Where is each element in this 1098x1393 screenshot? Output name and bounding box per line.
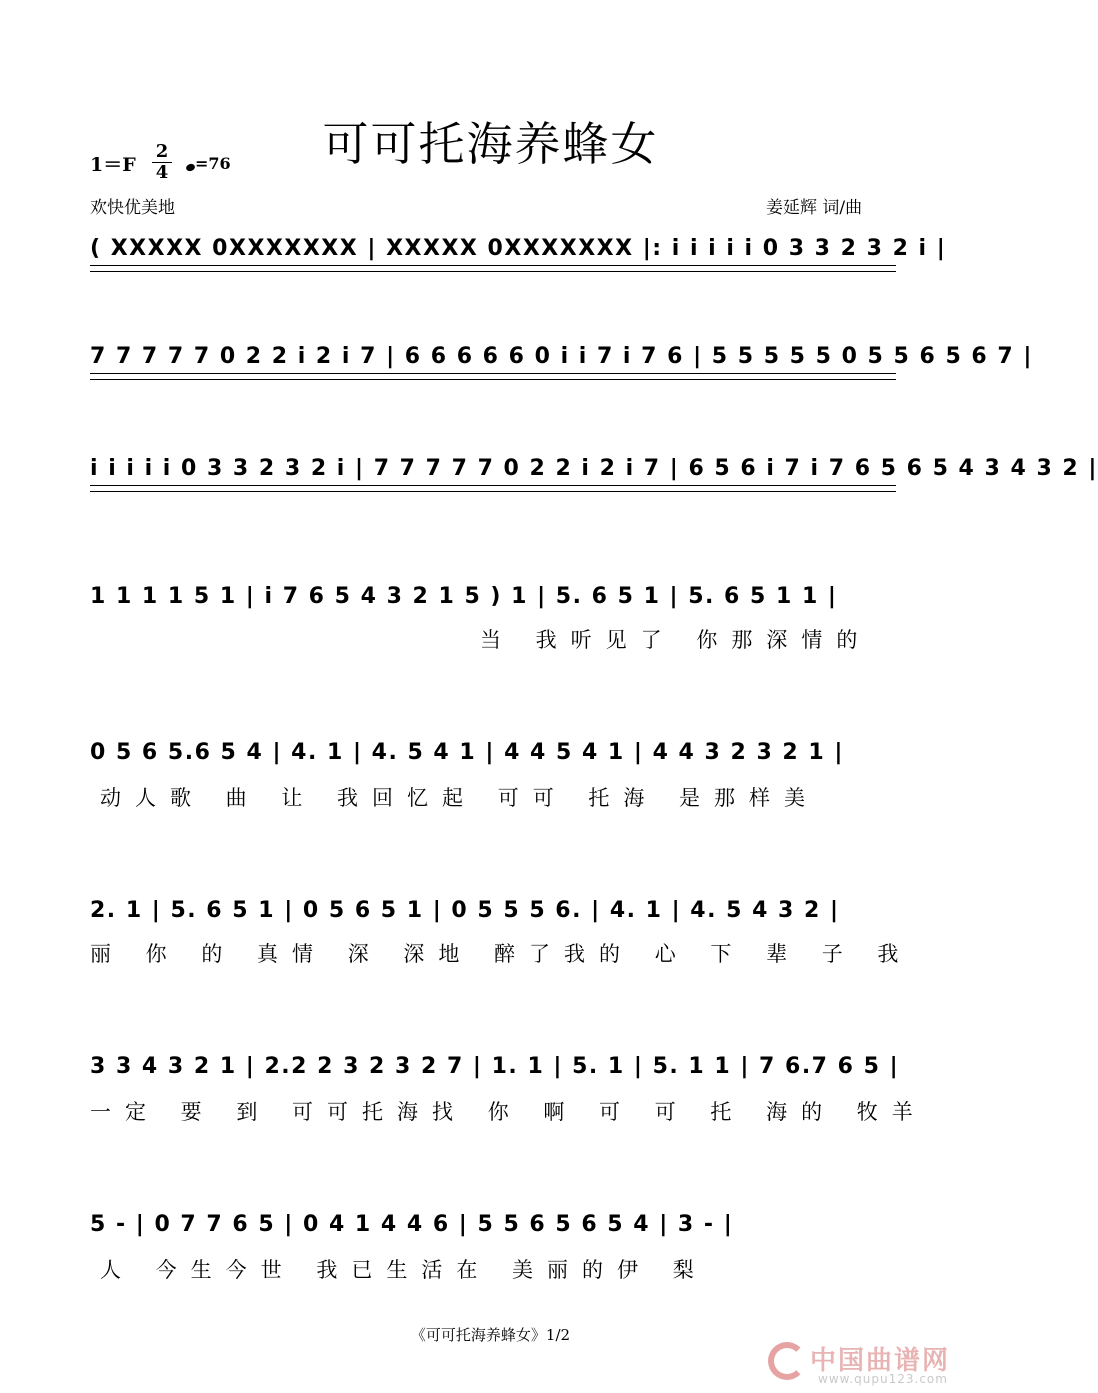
staff-system-8	[90, 1208, 896, 1248]
notation-line-3: i i i i i 0 3 3 2 3 2 i | 7 7 7 7 7 0 2 2 i 2 i 7 | 6 5 6 i 7 i 7 6 5 6 5 4 3 4 3 2 |	[90, 456, 1098, 481]
lyric-line-4: 当 我听见了 你那深情的	[480, 628, 872, 652]
watermark-url: www.qupu123.com	[818, 1372, 948, 1386]
expression-marking: 欢快优美地	[90, 198, 175, 218]
staff-system-7	[90, 1050, 900, 1090]
notation-line-5: 0 5 6 5.6 5 4 | 4. 1 | 4. 5 4 1 | 4 4 5 4 1 | 4 4 3 2 3 2 1 |	[90, 740, 844, 765]
notation-line-1: ( XXXXX 0XXXXXXX | XXXXX 0XXXXXXX |: i i i i i 0 3 3 2 3 2 i |	[90, 236, 947, 261]
author-credit: 姜延辉 词/曲	[766, 198, 863, 218]
staff-system-3	[90, 452, 1098, 492]
notation-line-4: 1 1 1 1 5 1 | i 7 6 5 4 3 2 1 5 ) 1 | 5. 6 5 1 | 5. 6 5 1 1 |	[90, 584, 838, 609]
page-footer: 《可可托海养蜂女》1/2	[410, 1326, 571, 1344]
beam-lines	[90, 265, 896, 272]
notation-line-6: 2. 1 | 5. 6 5 1 | 0 5 6 5 1 | 0 5 5 5 6. | 4. 1 | 4. 5 4 3 2 |	[90, 898, 840, 923]
site-logo-icon	[768, 1342, 806, 1380]
staff-system-5	[90, 736, 896, 776]
staff-system-4	[90, 580, 896, 620]
lyric-line-7: 一定 要 到 可可托海找 你 啊 可 可 托 海的 牧羊	[90, 1100, 927, 1124]
time-signature-bottom: 4	[152, 162, 172, 183]
staff-system-6	[90, 894, 896, 934]
time-signature-top: 2	[155, 141, 169, 162]
tempo-value: =76	[195, 154, 231, 173]
notation-line-7: 3 3 4 3 2 1 | 2.2 2 3 2 3 2 7 | 1. 1 | 5. 1 | 5. 1 1 | 7 6.7 6 5 |	[90, 1054, 900, 1079]
beam-lines	[90, 485, 896, 492]
lyric-line-8: 人 今生今世 我已生活在 美丽的伊 梨	[100, 1258, 708, 1282]
lyric-line-5: 动人歌 曲 让 我回忆起 可可 托海 是那样美	[100, 786, 820, 810]
watermark-site-name: 中国曲谱网	[810, 1346, 951, 1376]
beam-lines	[90, 373, 896, 380]
time-signature	[152, 142, 172, 183]
key-signature: 1＝F	[90, 154, 136, 176]
page-title: 可可托海养蜂女	[322, 117, 659, 171]
staff-system-1	[90, 232, 947, 272]
tempo-marking	[186, 154, 231, 173]
notation-line-2: 7 7 7 7 7 0 2 2 i 2 i 7 | 6 6 6 6 6 0 i i 7 i 7 6 | 5 5 5 5 5 0 5 5 6 5 6 7 |	[90, 344, 1033, 369]
lyric-line-6: 丽 你 的 真情 深 深地 醉了我的 心 下 辈 子 我	[90, 942, 913, 966]
watermark	[760, 1340, 980, 1388]
notation-line-8: 5 - | 0 7 7 6 5 | 0 4 1 4 4 6 | 5 5 6 5 6 5 4 | 3 - |	[90, 1212, 734, 1237]
staff-system-2	[90, 340, 1033, 380]
